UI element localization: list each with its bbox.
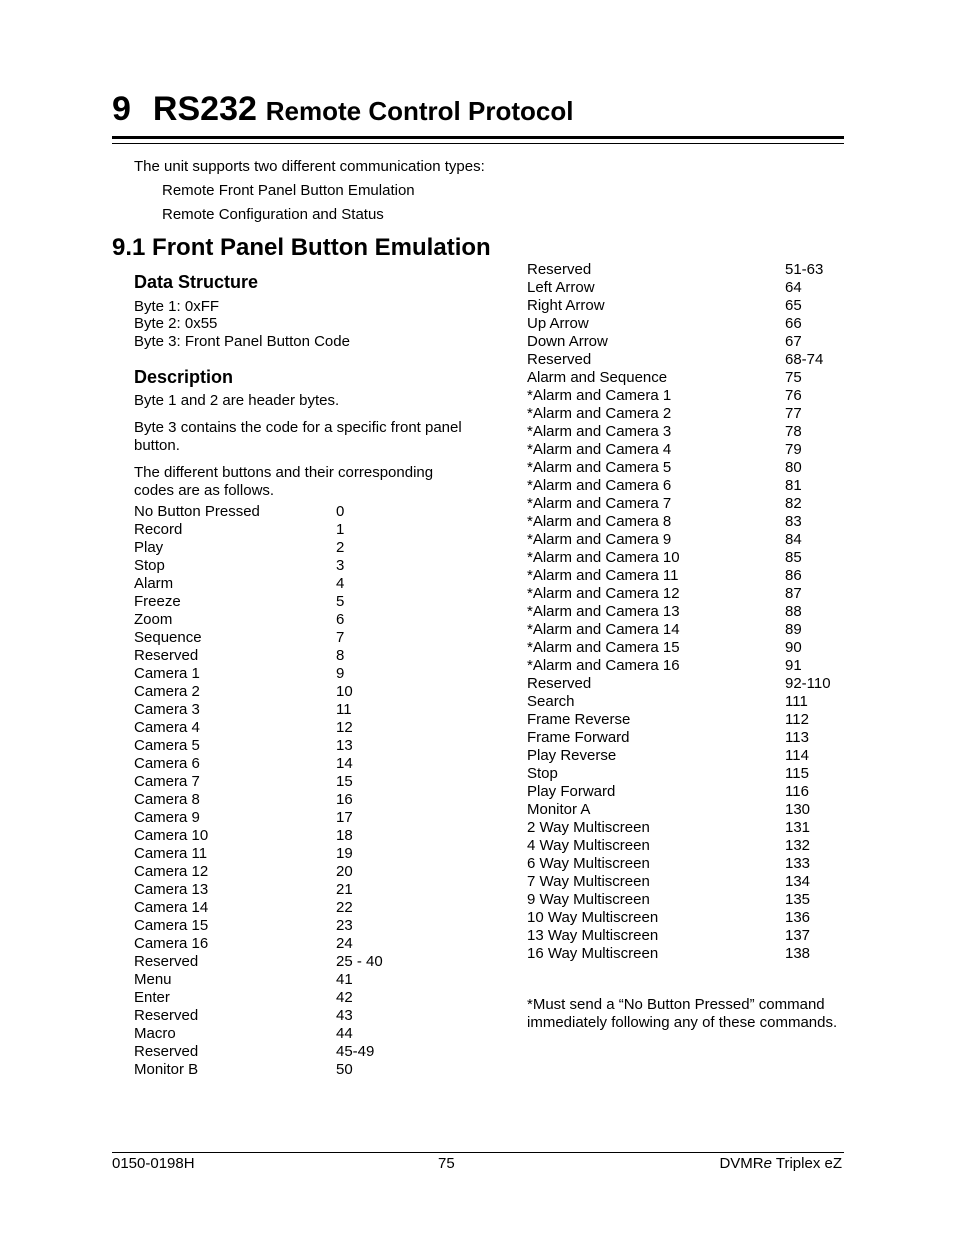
button-code: 41 — [336, 971, 353, 988]
code-row — [527, 909, 831, 927]
button-name: Reserved — [134, 647, 199, 664]
button-code-list-left — [134, 503, 383, 1079]
code-row — [527, 891, 831, 909]
byte3-line: Byte 3: Front Panel Button Code — [134, 333, 350, 350]
code-row — [527, 477, 831, 495]
code-row — [134, 557, 383, 575]
code-row — [527, 873, 831, 891]
code-row — [527, 711, 831, 729]
button-name: *Alarm and Camera 5 — [527, 459, 672, 476]
button-name: *Alarm and Camera 15 — [527, 639, 680, 656]
code-row — [134, 863, 383, 881]
button-code: 44 — [336, 1025, 353, 1042]
code-row — [527, 513, 831, 531]
button-code: 79 — [785, 441, 802, 458]
button-name: *Alarm and Camera 13 — [527, 603, 680, 620]
button-name: *Alarm and Camera 11 — [527, 567, 679, 584]
button-name: 6 Way Multiscreen — [527, 855, 650, 872]
code-row — [134, 1025, 383, 1043]
button-code: 0 — [336, 503, 345, 520]
button-code: 25 - 40 — [336, 953, 383, 970]
button-name: 13 Way Multiscreen — [527, 927, 659, 944]
chapter-number: 9 — [112, 90, 131, 128]
button-code: 6 — [336, 611, 345, 628]
button-name: Frame Forward — [527, 729, 630, 746]
button-code: 15 — [336, 773, 353, 790]
button-code: 111 — [785, 693, 808, 710]
title-rule-thin — [112, 143, 844, 144]
code-row — [527, 621, 831, 639]
code-row — [527, 351, 831, 369]
button-name: Camera 5 — [134, 737, 200, 754]
button-code: 135 — [785, 891, 811, 908]
code-row — [134, 683, 383, 701]
button-code: 7 — [336, 629, 345, 646]
button-code: 87 — [785, 585, 802, 602]
button-code: 8 — [336, 647, 345, 664]
button-name: Reserved — [134, 1043, 199, 1060]
code-row — [134, 791, 383, 809]
button-name: *Alarm and Camera 2 — [527, 405, 672, 422]
code-row — [527, 333, 831, 351]
button-code: 45-49 — [336, 1043, 375, 1060]
button-name: 10 Way Multiscreen — [527, 909, 659, 926]
button-code: 76 — [785, 387, 802, 404]
button-name: Search — [527, 693, 575, 710]
button-name: Reserved — [134, 953, 199, 970]
button-code: 84 — [785, 531, 802, 548]
code-row — [134, 1007, 383, 1025]
button-name: Camera 2 — [134, 683, 200, 700]
button-code: 66 — [785, 315, 802, 332]
button-code: 116 — [785, 783, 809, 800]
code-row — [527, 279, 831, 297]
button-code: 137 — [785, 927, 811, 944]
code-row — [527, 387, 831, 405]
button-name: 4 Way Multiscreen — [527, 837, 650, 854]
button-name: Play — [134, 539, 164, 556]
button-name: Camera 10 — [134, 827, 209, 844]
button-name: Camera 3 — [134, 701, 200, 718]
button-code: 88 — [785, 603, 802, 620]
chapter-title — [112, 92, 573, 126]
button-code: 65 — [785, 297, 802, 314]
description-heading: Description — [134, 367, 234, 387]
button-name: 2 Way Multiscreen — [527, 819, 650, 836]
code-row — [134, 845, 383, 863]
button-name: Camera 11 — [134, 845, 208, 862]
button-code: 17 — [336, 809, 353, 826]
code-row — [527, 765, 831, 783]
code-row — [134, 1061, 383, 1079]
button-name: Camera 16 — [134, 935, 209, 952]
button-code: 9 — [336, 665, 345, 682]
button-code: 14 — [336, 755, 353, 772]
button-code: 2 — [336, 539, 345, 556]
button-name: 9 Way Multiscreen — [527, 891, 650, 908]
code-row — [527, 549, 831, 567]
code-row — [527, 693, 831, 711]
button-code: 22 — [336, 899, 353, 916]
footer-rule — [112, 1152, 844, 1153]
button-code: 83 — [785, 513, 802, 530]
button-code: 24 — [336, 935, 353, 952]
byte1-line: Byte 1: 0xFF — [134, 298, 220, 315]
button-code: 91 — [785, 657, 802, 674]
button-code: 75 — [785, 369, 802, 386]
button-name: Frame Reverse — [527, 711, 631, 728]
code-row — [134, 971, 383, 989]
button-name: Sequence — [134, 629, 202, 646]
button-code: 132 — [785, 837, 811, 854]
product-prefix: DVMR — [719, 1155, 764, 1172]
button-code: 131 — [785, 819, 811, 836]
button-code: 81 — [785, 477, 802, 494]
code-row — [527, 423, 831, 441]
button-code: 138 — [785, 945, 811, 962]
code-row — [134, 701, 383, 719]
button-name: Camera 1 — [134, 665, 200, 682]
code-row — [134, 953, 383, 971]
button-name: Camera 14 — [134, 899, 209, 916]
button-name: Stop — [134, 557, 165, 574]
code-row — [527, 441, 831, 459]
code-row — [134, 629, 383, 647]
code-row — [134, 989, 383, 1007]
code-row — [527, 639, 831, 657]
code-row — [134, 539, 383, 557]
code-row — [527, 369, 831, 387]
button-code: 5 — [336, 593, 345, 610]
button-code: 67 — [785, 333, 802, 350]
button-code: 114 — [785, 747, 809, 764]
button-name: Reserved — [527, 261, 592, 278]
button-code: 11 — [336, 701, 352, 718]
button-name: Camera 6 — [134, 755, 200, 772]
button-code: 1 — [336, 521, 345, 538]
button-name: Left Arrow — [527, 279, 595, 296]
button-code: 89 — [785, 621, 802, 638]
button-name: Monitor A — [527, 801, 591, 818]
button-name: *Alarm and Camera 8 — [527, 513, 672, 530]
button-code: 4 — [336, 575, 345, 592]
button-name: Camera 15 — [134, 917, 209, 934]
button-name: *Alarm and Camera 12 — [527, 585, 680, 602]
button-code: 13 — [336, 737, 353, 754]
button-name: Alarm and Sequence — [527, 369, 668, 386]
button-code: 3 — [336, 557, 345, 574]
button-name: *Alarm and Camera 7 — [527, 495, 672, 512]
button-code: 16 — [336, 791, 353, 808]
code-row — [527, 603, 831, 621]
button-code: 86 — [785, 567, 802, 584]
code-row — [527, 819, 831, 837]
code-row — [134, 611, 383, 629]
button-name: *Alarm and Camera 1 — [527, 387, 672, 404]
button-name: 7 Way Multiscreen — [527, 873, 650, 890]
code-row — [527, 459, 831, 477]
footer-product-name — [719, 1155, 842, 1173]
code-row — [134, 575, 383, 593]
description-para-1: Byte 1 and 2 are header bytes. — [134, 392, 340, 409]
button-name: Record — [134, 521, 183, 538]
button-code: 42 — [336, 989, 353, 1006]
code-row — [134, 1043, 383, 1061]
button-code: 18 — [336, 827, 353, 844]
code-row — [527, 531, 831, 549]
button-name: *Alarm and Camera 10 — [527, 549, 680, 566]
chapter-title-rest: Remote Control Protocol — [265, 96, 574, 126]
code-row — [527, 927, 831, 945]
code-row — [134, 593, 383, 611]
code-row — [527, 945, 831, 963]
button-name: Freeze — [134, 593, 181, 610]
code-row — [134, 503, 383, 521]
button-name: *Alarm and Camera 6 — [527, 477, 672, 494]
button-name: *Alarm and Camera 3 — [527, 423, 672, 440]
code-row — [134, 917, 383, 935]
code-row — [134, 935, 383, 953]
code-row — [134, 809, 383, 827]
button-code: 136 — [785, 909, 811, 926]
button-name: Alarm — [134, 575, 174, 592]
code-row — [527, 657, 831, 675]
code-row — [527, 261, 831, 279]
button-code: 90 — [785, 639, 802, 656]
chapter-title-rs232: RS232 — [152, 90, 257, 128]
button-code: 10 — [336, 683, 353, 700]
button-code: 80 — [785, 459, 802, 476]
button-name: Zoom — [134, 611, 173, 628]
button-name: 16 Way Multiscreen — [527, 945, 659, 962]
code-row — [527, 855, 831, 873]
button-name: Reserved — [134, 1007, 199, 1024]
description-para-3: The different buttons and their corresponding codes are as follows. — [134, 464, 434, 499]
button-code: 50 — [336, 1061, 353, 1078]
code-row — [527, 801, 831, 819]
byte2-line: Byte 2: 0x55 — [134, 315, 218, 332]
footer-doc-number: 0150-0198H — [112, 1155, 195, 1172]
button-code: 51-63 — [785, 261, 824, 278]
button-code: 43 — [336, 1007, 353, 1024]
button-name: *Alarm and Camera 14 — [527, 621, 680, 638]
button-name: Play Reverse — [527, 747, 617, 764]
code-row — [527, 783, 831, 801]
code-row — [134, 773, 383, 791]
button-code: 130 — [785, 801, 811, 818]
intro-type-2: Remote Configuration and Status — [162, 206, 384, 223]
button-code: 78 — [785, 423, 802, 440]
code-row — [134, 755, 383, 773]
button-name: Camera 9 — [134, 809, 200, 826]
code-row — [134, 521, 383, 539]
button-code: 23 — [336, 917, 353, 934]
button-name: Stop — [527, 765, 558, 782]
button-name: Monitor B — [134, 1061, 199, 1078]
button-name: Macro — [134, 1025, 176, 1042]
product-italic: e — [763, 1155, 772, 1172]
code-row — [527, 585, 831, 603]
description-para-2: Byte 3 contains the code for a specific front panel button. — [134, 419, 462, 454]
button-code: 113 — [785, 729, 809, 746]
button-name: Up Arrow — [527, 315, 589, 332]
button-name: Down Arrow — [527, 333, 608, 350]
button-name: Camera 13 — [134, 881, 209, 898]
button-code: 92-110 — [785, 675, 831, 692]
button-name: Play Forward — [527, 783, 616, 800]
code-row — [527, 495, 831, 513]
data-structure-heading: Data Structure — [134, 272, 259, 292]
code-row — [527, 297, 831, 315]
code-row — [134, 827, 383, 845]
code-row — [527, 729, 831, 747]
button-code: 64 — [785, 279, 802, 296]
code-row — [527, 837, 831, 855]
button-name: Camera 12 — [134, 863, 209, 880]
code-row — [134, 719, 383, 737]
button-name: No Button Pressed — [134, 503, 260, 520]
code-row — [527, 747, 831, 765]
button-code: 115 — [785, 765, 809, 782]
intro-type-1: Remote Front Panel Button Emulation — [162, 182, 415, 199]
intro-text: The unit supports two different communication types: — [134, 158, 485, 175]
button-name: Camera 8 — [134, 791, 200, 808]
button-name: Menu — [134, 971, 172, 988]
button-name: Camera 4 — [134, 719, 200, 736]
button-code-list-right — [527, 261, 831, 963]
code-row — [527, 567, 831, 585]
button-name: *Alarm and Camera 9 — [527, 531, 672, 548]
button-code: 19 — [336, 845, 353, 862]
button-code: 85 — [785, 549, 802, 566]
button-name: Camera 7 — [134, 773, 200, 790]
button-code: 20 — [336, 863, 353, 880]
button-code: 68-74 — [785, 351, 824, 368]
button-code: 133 — [785, 855, 811, 872]
button-code: 21 — [336, 881, 353, 898]
code-row — [134, 899, 383, 917]
intro-block — [134, 158, 485, 230]
button-code: 77 — [785, 405, 802, 422]
code-row — [134, 881, 383, 899]
footnote: *Must send a “No Button Pressed” command immediately following any of these commands. — [527, 996, 838, 1031]
button-name: *Alarm and Camera 4 — [527, 441, 672, 458]
button-name: *Alarm and Camera 16 — [527, 657, 680, 674]
product-suffix: Triplex eZ — [771, 1155, 842, 1172]
button-name: Enter — [134, 989, 170, 1006]
button-code: 82 — [785, 495, 802, 512]
button-name: Right Arrow — [527, 297, 605, 314]
title-rule-thick — [112, 136, 844, 139]
code-row — [134, 647, 383, 665]
section-title: 9.1 Front Panel Button Emulation — [112, 234, 491, 261]
button-name: Reserved — [527, 675, 592, 692]
code-row — [527, 405, 831, 423]
code-row — [134, 665, 383, 683]
code-row — [527, 315, 831, 333]
button-code: 12 — [336, 719, 353, 736]
code-row — [527, 675, 831, 693]
button-code: 112 — [785, 711, 809, 728]
button-name: Reserved — [527, 351, 592, 368]
code-row — [134, 737, 383, 755]
button-code: 134 — [785, 873, 811, 890]
footer-page-number: 75 — [438, 1155, 455, 1172]
